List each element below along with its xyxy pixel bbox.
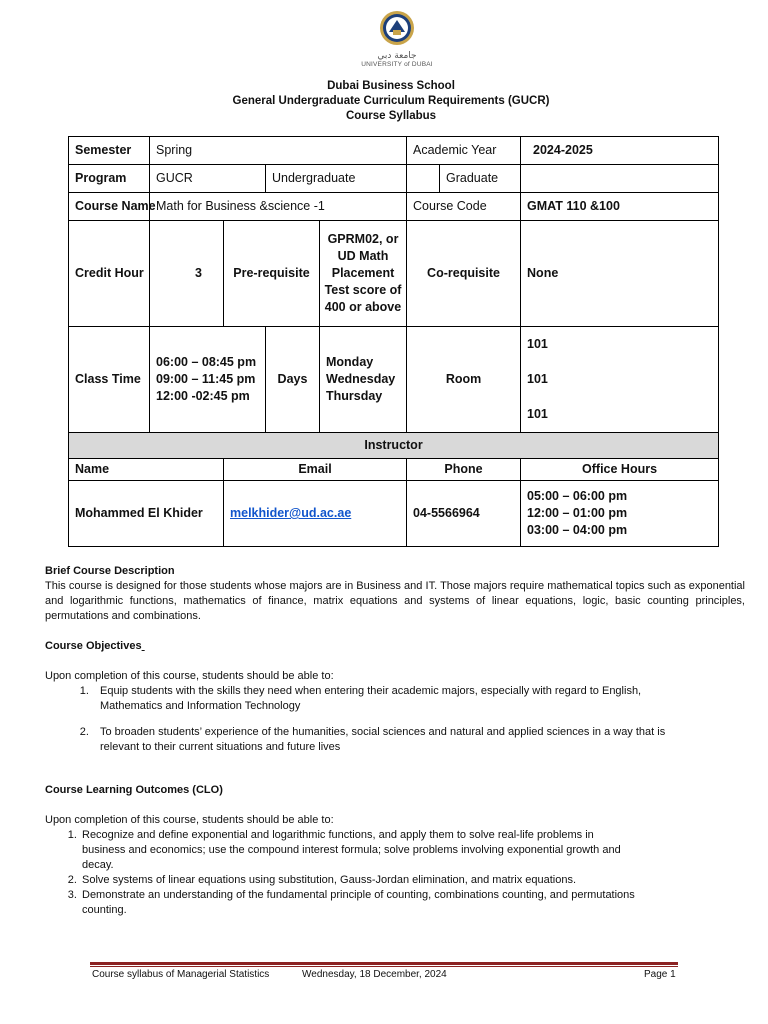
course-name-label: Course Name (69, 193, 150, 221)
class-time-1: 06:00 – 08:45 pm (156, 355, 257, 369)
instructor-phone-header: Phone (407, 459, 521, 481)
class-time-3: 12:00 -02:45 pm (156, 389, 250, 403)
program-value: GUCR (150, 165, 266, 193)
day-1: Monday (326, 355, 374, 369)
room-3: 101 (527, 407, 548, 421)
instructor-phone: 04-5566964 (407, 481, 521, 547)
class-times (150, 327, 266, 433)
prerequisite-label: Pre-requisite (224, 221, 320, 327)
course-code-value: GMAT 110 &100 (521, 193, 719, 221)
days-label: Days (266, 327, 320, 433)
office-hour-2: 12:00 – 01:00 pm (527, 506, 628, 520)
description-text: This course is designed for those students whose majors are in Business and IT. Those majors require mathematical topics such as exponential and logarithmic functions, mathematics of finance, matrix equations and systems of linear equations, logic, basic counting principles, permutations and combinations. (45, 580, 745, 622)
clo-item: 1. Recognize and define exponential and logarithmic functions, and apply them to solve real-life problems in business and economics; use the compound interest formula; solve problems involving exponential growth and decay. (80, 828, 640, 873)
instructor-email-cell (224, 481, 407, 547)
instructor-section-header: Instructor (69, 433, 719, 459)
instructor-name-header: Name (69, 459, 224, 481)
class-time-2: 09:00 – 11:45 pm (156, 372, 256, 386)
semester-label: Semester (69, 137, 150, 165)
university-seal-icon (379, 10, 415, 46)
rooms (521, 327, 719, 433)
logo-arabic-name: جامعة دبي (377, 51, 417, 61)
room-1: 101 (527, 337, 548, 351)
objective-item: 2. To broaden students’ experience of the humanities, social sciences and natural and applied sciences in a way that is relevant to their current situations and future lives (92, 725, 702, 755)
credit-hour-value: 3 (150, 221, 224, 327)
course-code-label: Course Code (407, 193, 521, 221)
university-logo (357, 10, 437, 68)
prerequisite-value: GPRM02, or UD Math Placement Test score of 400 or above (320, 221, 407, 327)
corequisite-value: None (521, 221, 719, 327)
course-description-section (45, 564, 745, 624)
graduate-option: Graduate (440, 165, 521, 193)
room-2: 101 (527, 372, 548, 386)
undergraduate-option: Undergraduate (266, 165, 407, 193)
curriculum-title: General Undergraduate Curriculum Requirements (GUCR) (232, 95, 550, 107)
footer-course: Course syllabus of Managerial Statistics (92, 969, 270, 980)
footer-page: Page 1 (644, 969, 676, 980)
description-heading: Brief Course Description (45, 565, 175, 577)
academic-year-value: 2024-2025 (521, 137, 719, 165)
class-time-label: Class Time (69, 327, 150, 433)
program-label: Program (69, 165, 150, 193)
instructor-hours-header: Office Hours (521, 459, 719, 481)
office-hour-3: 03:00 – 04:00 pm (527, 523, 628, 537)
credit-hour-label: Credit Hour (69, 221, 150, 327)
academic-year-label: Academic Year (407, 137, 521, 165)
objective-item: 1. Equip students with the skills they need when entering their academic majors, especially with regard to English, Mathematics and Information Technology (92, 684, 702, 714)
footer-date: Wednesday, 18 December, 2024 (302, 969, 447, 980)
instructor-name: Mohammed El Khider (69, 481, 224, 547)
clo-list (45, 828, 640, 918)
undergraduate-checkbox (407, 165, 440, 193)
graduate-checkbox (521, 165, 719, 193)
objectives-list (45, 684, 702, 755)
logo-english-name: UNIVERSITY of DUBAI (361, 61, 433, 68)
course-objectives-section (45, 639, 745, 766)
clo-item: 3. Demonstrate an understanding of the fundamental principle of counting, combinations counting, and permutations counting. (80, 888, 640, 918)
room-label: Room (407, 327, 521, 433)
office-hours (521, 481, 719, 547)
office-hour-1: 05:00 – 06:00 pm (527, 489, 628, 503)
corequisite-label: Co-requisite (407, 221, 521, 327)
course-info-table (68, 136, 719, 547)
day-3: Thursday (326, 389, 383, 403)
objectives-heading (45, 639, 745, 654)
clo-heading: Course Learning Outcomes (CLO) (45, 784, 223, 796)
objectives-heading-text: Course Objectives (45, 640, 142, 652)
clo-intro: Upon completion of this course, students should be able to: (45, 814, 334, 826)
semester-value: Spring (150, 137, 407, 165)
footer-rule-thin (90, 966, 678, 967)
course-name-value: Math for Business &science -1 (150, 193, 407, 221)
footer-rule (90, 962, 678, 965)
document-titles (0, 79, 768, 124)
instructor-email-header: Email (224, 459, 407, 481)
clo-section (45, 783, 745, 918)
day-2: Wednesday (326, 372, 396, 386)
objectives-intro: Upon completion of this course, students should be able to: (45, 670, 334, 682)
doc-type: Course Syllabus (345, 110, 437, 122)
clo-item: 2. Solve systems of linear equations using substitution, Gauss-Jordan elimination, and matrix equations. (80, 873, 640, 888)
class-days (320, 327, 407, 433)
school-name: Dubai Business School (327, 80, 455, 92)
instructor-email-link[interactable]: melkhider@ud.ac.ae (230, 506, 352, 520)
